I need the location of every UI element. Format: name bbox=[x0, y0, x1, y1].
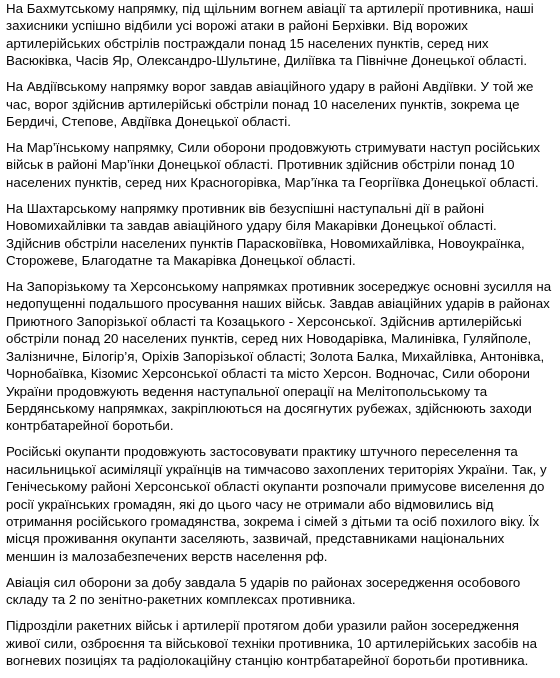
paragraph-shakhtarsk: На Шахтарському напрямку противник вів безуспішні наступальні дії в районі Новомихайлівки та завдав авіаційного удару біля Макарівки Донецької області. Здійснив обстріли населених пунктів Парасковіївка, Новомихайлівка, Новоукраїнка, Сторожеве, Благодатне та Макарівка Донецької області. bbox=[6, 200, 525, 269]
paragraph-deportation: Російські окупанти продовжують застосовувати практику штучного переселення та насильницької асиміляції українців на тимчасово захоплених територіях України. Так, у Генічеському районі Херсонської області окупанти розпочали примусове виселення до росії українських громадян, які до цього часу не отримали або відмовились від отримання російського громадянства, зокрема і сімей з дітьми та осіб похилого віку. Їх місця проживання окупанти заселяють, зазвичай, представниками національних меншин із малозабезпечених верств населення рф. bbox=[6, 444, 547, 564]
paragraph-avdiivka: На Авдіївському напрямку ворог завдав авіаційного удару в районі Авдіївки. У той же час, ворог здійснив артилерійські обстріли понад 10 населених пунктів, зокрема це Бердичі, Степове, Авдіївка Донецької області. bbox=[6, 79, 534, 130]
paragraph-aviation: Авіація сил оборони за добу завдала 5 ударів по районах зосередження особового складу та 2 по зенітно-ракетних комплексах противника. bbox=[6, 574, 521, 608]
paragraph-marinka: На Мар’їнському напрямку, Сили оборони продовжують стримувати наступ російських військ в районі Мар’їнки Донецької області. Противник здійснив обстріли понад 10 населених пунктів, серед них Красногорівка, Мар’їнка та Георгіївка Донецької області. bbox=[6, 140, 541, 190]
post-text bbox=[6, 0, 552, 678]
paragraph-bakhmut: На Бахмутському напрямку, під щільним вогнем авіації та артилерії противника, наші захисники успішно відбили усі ворожі атаки в районі Берхівки. Від ворожих артилерійських обстрілів постраждали понад 15 населених пунктів, серед них Васюківка, Часів Яр, Олександро-Шультине, Диліївка та Північне Донецької області. bbox=[6, 1, 534, 69]
paragraph-zaporizhzhia-kherson: На Запорізькому та Херсонському напрямках противник зосереджує основні зусилля на недопущенні подальшого просування наших військ. Завдав авіаційних ударів в районах Приютного Запорізької області та Козацького - Херсонської. Здійснив артилерійські обстріли понад 20 населених пунктів, серед них Новодарівка, Малинівка, Гуляйполе, Залізничне, Білогір’я, Оріхів Запорізької області; Золота Балка, Михайлівка, Антонівка, Чорнобаївка, Кізомис Херсонської області та місто Херсон. Водночас, Сили оборони України продовжують ведення наступальної операції на Мелітопольському та Бердянському напрямках, закріплюються на досягнутих рубежах, здійснюють заходи контрбатарейної боротьби. bbox=[6, 279, 552, 434]
paragraph-artillery: Підрозділи ракетних військ і артилерії протягом доби уразили район зосередження живої сили, озброєння та військової техніки противника, 10 артилерійських засобів на вогневих позиціях та радіолокаційну станцію контрбатарейної боротьби противника. bbox=[6, 618, 537, 668]
